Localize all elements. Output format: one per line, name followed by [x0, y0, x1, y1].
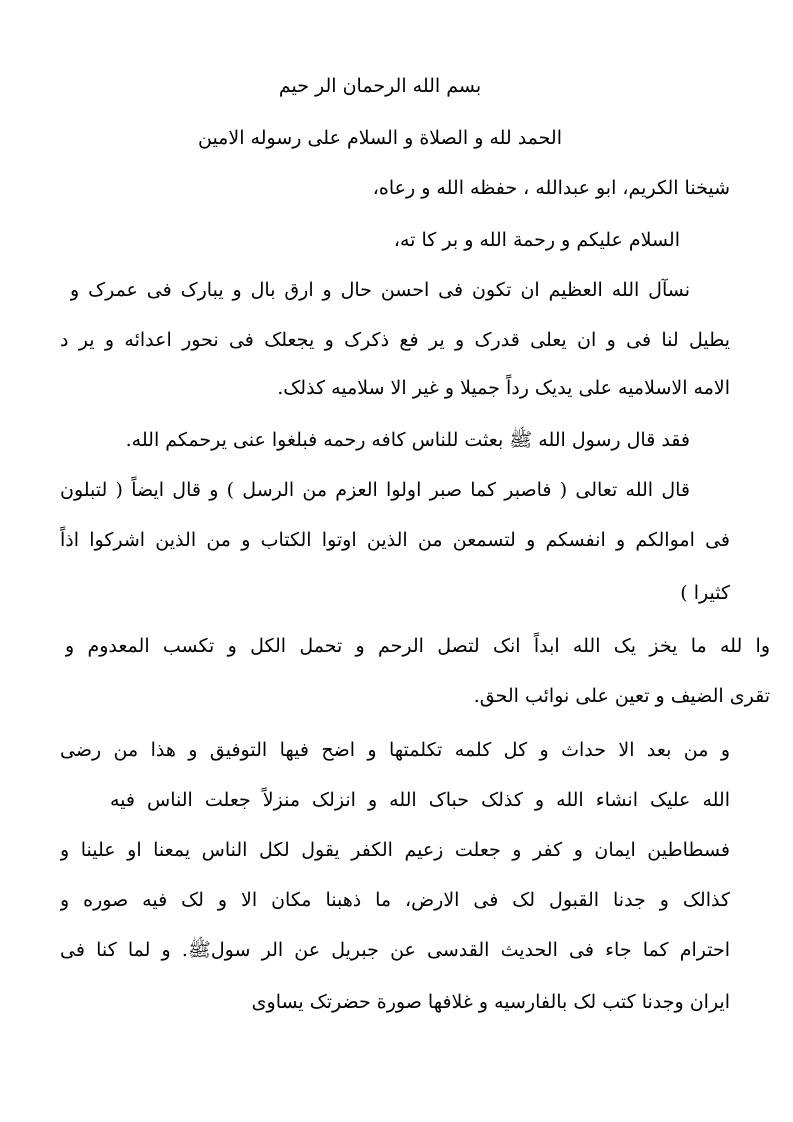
basmala-line: بسم الله الرحمان الر حيم	[278, 75, 482, 97]
hadith-line: فقد قال رسول الله ﷺ بعثت للناس كافه رحمه فبلغوا عنى يرحمكم الله.	[125, 429, 690, 451]
paragraph-1-line-2: يطيل لنا فى و ان يعلى قدرک و ير فع ذکرک و يجعلک فى نحور اعدائه و ير د	[60, 329, 730, 351]
paragraph-1-line-3: الامه الاسلاميه على يديک رداً جميلا و غير الا سلاميه کذلک.	[277, 377, 730, 399]
paragraph-4-line-2: الله عليک انشاء الله و کذلک حباک الله و انزلک منزلاً جعلت الناس فيه	[110, 789, 730, 811]
paragraph-3-line-1: وا لله ما يخز يک الله ابداً انک لتصل الرحم و تحمل الکل و تکسب المعدوم و	[65, 635, 770, 657]
paragraph-1-line-1: نسآل الله العظيم ان تكون فى احسن حال و ارق بال و يبارک فى عمرک و	[70, 279, 690, 301]
quran-line-3: كثيرا )	[680, 582, 730, 604]
hamdala-line: الحمد لله و الصلاة و السلام على رسوله الامين	[197, 127, 562, 149]
quran-line-1: قال الله تعالى ( فاصبر كما صبر اولوا العزم من الرسل ) و قال ايضاً ( لتبلون	[60, 479, 690, 501]
paragraph-4-line-6: ايران وجدنا کتب لک بالفارسيه و غلافها صورة حضرتک يساوى	[251, 991, 730, 1013]
quran-line-2: فى اموالكم و انفسكم و لتسمعن من الذين اوتوا الكتاب و من الذين اشركوا اذاً	[60, 529, 730, 551]
paragraph-3-line-2: تقرى الضيف و تعين على نوائب الحق.	[473, 685, 770, 707]
salutation-line: السلام عليكم و رحمة الله و بر كا ته،	[393, 229, 680, 251]
addressee-line: شيخنا الكريم، ابو عبدالله ، حفظه الله و رعاه،	[372, 177, 730, 199]
paragraph-4-line-5: احترام كما جاء فى الحديث القدسى عن جبريل عن الر سولﷺ. و لما كنا فى	[60, 939, 730, 961]
paragraph-4-line-3: فسطاطين ايمان و کفر و جعلت زعيم الکفر يقول لکل الناس يمعنا او علينا و	[60, 839, 730, 861]
paragraph-4-line-1: و من بعد الا حداث و كل كلمه تكلمتها و اضح فيها التوفيق و هذا من رضى	[60, 739, 730, 761]
paragraph-4-line-4: کذالک و جدنا القبول لک فى الارض، ما ذهبنا مکان الا و لک فيه صوره و	[60, 889, 730, 911]
